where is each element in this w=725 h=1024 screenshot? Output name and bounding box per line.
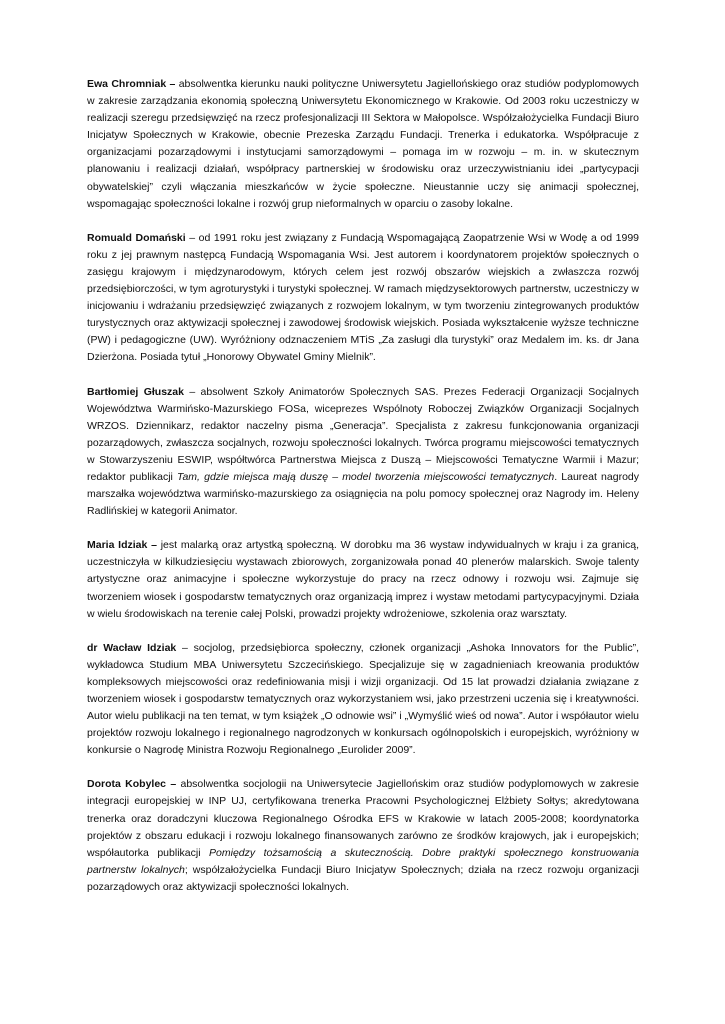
bio-name: dr Wacław Idziak <box>87 641 177 654</box>
bio-text: – absolwent Szkoły Animatorów Społecznych SAS. Prezes Federacji Organizacji Socjalnych Województwa Warmińsko-Mazurskiego FOSa, wiceprezes Wspólnoty Roboczej Związków Organizacji Socjalnych WRZOS. Dziennikarz, redaktor naczelny pisma „Generacja”. Specjalista z zakresu funkcjonowania organizacji pozarządowych, zwłaszcza socjalnych, rozwoju społeczności lokalnych. Twórca programu miejscowości tematycznych w Stowarzyszeniu ESWIP, współtwórca Partnerstwa Miejsca z Duszą – Miejscowości Tematyczne Warmii i Mazur; redaktor publikacji <box>87 385 640 483</box>
bio-text: . Laureat nagrody marszałka województwa warmińsko-mazurskiego za osiągnięcia na polu pomocy społecznej oraz Nagrody im. Heleny Radlińskiej w kategorii Animator. <box>87 470 639 518</box>
bio-name: Bartłomiej Głuszak <box>87 385 184 398</box>
bio-text: ; współzałożycielka Fundacji Biuro Inicjatyw Społecznych; działa na rzecz rozwoju organizacji pozarządowych oraz aktywizacji społeczności lokalnych. <box>87 863 639 893</box>
bio-text: – od 1991 roku jest związany z Fundacją Wspomagającą Zaopatrzenie Wsi w Wodę a od 1999 roku z jej prawnym następcą Fundacją Wspomagania Wsi. Jest autorem i koordynatorem projektów społecznych o zasięgu krajowym i międzynarodowym, których celem jest rozwój obszarów wiejskich a zwłaszcza rozwój przedsiębiorczości, w tym agroturystyki i turystyki społecznej. W ramach międzysektorowych partnerstw, uczestniczy w inicjowaniu i wdrażaniu przedsięwzięć związanych z rozwojem lokalnym, w tym tworzeniu zintegrowanych produktów turystycznych oraz aktywizacji społecznej i zawodowej środowisk wiejskich. Posiada wykształcenie wyższe techniczne (PW) i pedagogiczne (UW). Wyróżniony odznaczeniem MTiS „Za zasługi dla turystyki” oraz Medalem im. ks. dr Jana Dzierżona. Posiada tytuł „Honorowy Obywatel Gminy Mielnik”. <box>87 231 639 364</box>
bio-text: absolwentka kierunku nauki polityczne Uniwersytetu Jagiellońskiego oraz studiów podyplomowych w zakresie zarządzania ekonomią społeczną Uniwersytetu Ekonomicznego w Krakowie. Od 2003 roku uczestniczy w realizacji szeregu przedsięwzięć na rzecz profesjonalizacji III Sektora w Małopolsce. Współzałożycielka Fundacji Biuro Inicjatyw Społecznych w Krakowie, obecnie Prezeska Zarządu Fundacji. Trenerka i edukatorka. Współpracuje z organizacjami pozarządowymi i instytucjami samorządowymi – pomaga im w rozwoju – m. in. w skutecznym planowaniu i realizacji działań, współpracy partnerskiej w środowisku oraz urzeczywistnianiu idei „partycypacji obywatelskiej” czyli włączania mieszkańców w życie społeczne. Nieustannie uczy się animacji społecznej, wspomagając społeczności lokalne i rozwój grup nieformalnych w oparciu o zasoby lokalne. <box>87 78 639 210</box>
bio-bartlomiej-gluszak <box>87 384 639 521</box>
bio-text: absolwentka socjologii na Uniwersytecie Jagiellońskim oraz studiów podyplomowych w zakresie integracji europejskiej w INP UJ, certyfikowana trenerka Pracowni Psychologicznej Elżbiety Sołtys; akredytowana trenerka oraz doradczyni kluczowa Regionalnego Ośrodka EFS w Krakowie w latach 2005-2008; koordynatorka projektów z obszaru edukacji i rozwoju lokalnego finansowanych zarówno ze środków krajowych, jak i europejskich; współautorka publikacji <box>87 778 639 859</box>
bio-text: jest malarką oraz artystką społeczną. W dorobku ma 36 wystaw indywidualnych w kraju i za granicą, uczestniczyła w kilkudziesięciu wystawach zbiorowych, zorganizowała ponad 40 plenerów malarskich. Swoje talenty artystyczne oraz animacyjne i społeczne wykorzystuje do pracy na rzecz odnowy i rozwoju wsi. Zajmuje się tworzeniem wiosek i gospodarstw tematycznych oraz organizacją imprez i wystaw metodami partycypacyjnymi. Działa w wielu środowiskach na terenie całej Polski, prowadzi projekty wdrożeniowe, szkolenia oraz warsztaty. <box>87 539 639 620</box>
bio-name: Maria Idziak – <box>87 539 157 552</box>
document-page <box>87 76 639 913</box>
bio-publication-title: Pomiędzy tożsamością a skutecznością. Dobre praktyki społecznego konstruowania partnerstw lokalnych <box>87 846 639 876</box>
bio-name: Ewa Chromniak – <box>87 78 176 90</box>
bio-dorota-kobylec <box>87 776 639 896</box>
bio-publication-title: Tam, gdzie miejsca mają duszę – model tworzenia miejscowości tematycznych <box>177 470 555 483</box>
bio-maria-idziak <box>87 537 639 622</box>
bio-waclaw-idziak <box>87 640 639 760</box>
bio-text: – socjolog, przedsiębiorca społeczny, członek organizacji „Ashoka Innovators for the Public”, wykładowca Studium MBA Uniwersytetu Szczecińskiego. Specjalizuje się w zagadnieniach kreowania produktów kompleksowych miejscowości oraz redefiniowania misji i wizji organizacji. Od 15 lat prowadzi działania związane z tworzeniem wiosek i gospodarstw tematycznych oraz wykorzystaniem wsi, jako przestrzeni uczenia się i kreatywności. Autor wielu publikacji na ten temat, w tym książek „O odnowie wsi” i „Wymyślić wieś od nowa”. Autor i współautor wielu projektów rozwoju lokalnego i regionalnego nagrodzonych w konkursach ogólnopolskich i europejskich, wyróżniony w konkursie o Nagrodę Ministra Rozwoju Regionalnego „Eurolider 2009”. <box>87 641 639 757</box>
bio-name: Dorota Kobylec – <box>87 778 177 791</box>
bio-name: Romuald Domański <box>87 231 186 244</box>
bio-ewa-chromniak <box>87 76 639 213</box>
bio-romuald-domanski <box>87 230 639 367</box>
